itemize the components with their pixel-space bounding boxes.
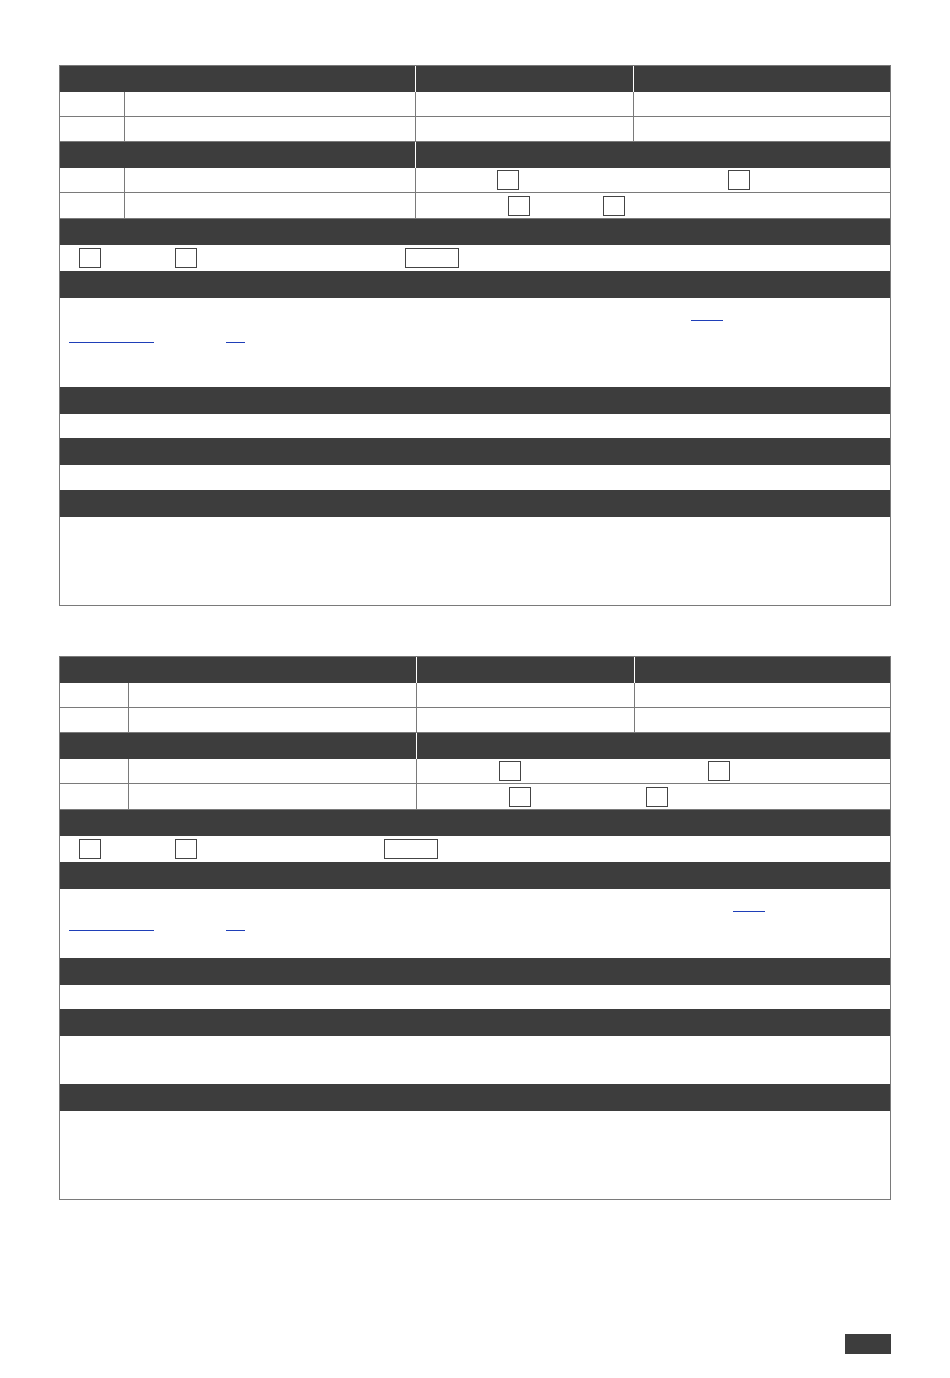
description-header: [60, 862, 890, 889]
section-a-row: [60, 985, 890, 1009]
description-text: [60, 889, 890, 958]
parameter-detail: [416, 168, 890, 192]
section-a-header-row: [60, 387, 890, 414]
parameter-code: [60, 168, 124, 192]
parameter-detail: [417, 759, 890, 783]
section-b-text: [60, 1036, 890, 1084]
parameter-detail: [416, 193, 890, 218]
header-cell-response: [635, 657, 890, 683]
parameter-row: [60, 193, 890, 219]
parameter-name: [129, 759, 416, 783]
checkbox[interactable]: [79, 839, 101, 859]
header-cell-command: [417, 657, 634, 683]
section-a-header: [60, 387, 890, 414]
description-header: [60, 271, 890, 298]
section-a-text: [60, 414, 890, 438]
section-c-row: [60, 517, 890, 605]
section-a-header-row: [60, 958, 890, 985]
function-name: [125, 117, 415, 141]
parameters-header-left: [60, 733, 416, 759]
parameter-code: [60, 193, 124, 218]
parameter-name: [129, 784, 416, 809]
section-a-text: [60, 985, 890, 1009]
section-b-row: [60, 465, 890, 490]
parameter-row: [60, 168, 890, 193]
parameter-code: [60, 759, 128, 783]
description-header-row: [60, 862, 890, 889]
checkbox[interactable]: [175, 248, 197, 268]
parameters-header-row: [60, 733, 890, 759]
section-b-text: [60, 465, 890, 490]
link[interactable]: [733, 911, 765, 912]
section-b-header-row: [60, 438, 890, 465]
link[interactable]: [226, 930, 245, 931]
function-row: [60, 683, 890, 708]
checkbox[interactable]: [79, 248, 101, 268]
description-header-row: [60, 271, 890, 298]
description-row: [60, 298, 890, 387]
function-command: [416, 92, 633, 116]
parameters-header-right: [416, 142, 890, 168]
checkbox[interactable]: [708, 761, 730, 781]
link[interactable]: [226, 342, 245, 343]
parameter-row: [60, 759, 890, 784]
parameter-code: [60, 784, 128, 809]
function-code: [60, 683, 128, 707]
function-row: [60, 92, 890, 117]
function-code: [60, 92, 124, 116]
options-header-row: [60, 810, 890, 836]
function-name: [129, 683, 416, 707]
section-c-text: [60, 1111, 890, 1199]
function-command: [417, 683, 634, 707]
link[interactable]: [69, 930, 154, 931]
function-name: [125, 92, 415, 116]
parameters-header-left: [60, 142, 415, 168]
section-c-text: [60, 517, 890, 605]
section-a-header: [60, 958, 890, 985]
checkbox[interactable]: [646, 787, 668, 807]
options-header: [60, 219, 890, 245]
checkbox[interactable]: [509, 787, 531, 807]
table-header-row: [60, 657, 890, 683]
options-header-row: [60, 219, 890, 245]
checkbox[interactable]: [175, 839, 197, 859]
button-field[interactable]: [405, 248, 459, 268]
function-row: [60, 708, 890, 733]
checkbox[interactable]: [508, 196, 530, 216]
description-text: [60, 298, 890, 387]
table-header-row: [60, 66, 890, 92]
section-c-header-row: [60, 490, 890, 517]
section-b-header: [60, 438, 890, 465]
parameter-name: [125, 193, 415, 218]
function-response: [635, 683, 890, 707]
function-command: [417, 708, 634, 732]
function-code: [60, 117, 124, 141]
function-row: [60, 117, 890, 142]
checkbox[interactable]: [728, 170, 750, 190]
options-header: [60, 810, 890, 836]
header-cell-function: [60, 66, 415, 92]
header-cell-function: [60, 657, 416, 683]
command-table-1: [59, 65, 891, 606]
function-response: [634, 92, 890, 116]
description-row: [60, 889, 890, 958]
section-c-header: [60, 490, 890, 517]
checkbox[interactable]: [499, 761, 521, 781]
header-cell-response: [634, 66, 890, 92]
parameters-header-row: [60, 142, 890, 168]
function-code: [60, 708, 128, 732]
function-name: [129, 708, 416, 732]
function-command: [416, 117, 633, 141]
section-a-row: [60, 414, 890, 438]
options-row: [60, 836, 890, 862]
page-number-badge: [845, 1334, 891, 1354]
link[interactable]: [691, 320, 723, 321]
parameter-name: [125, 168, 415, 192]
checkbox[interactable]: [603, 196, 625, 216]
section-b-header-row: [60, 1009, 890, 1036]
button-field[interactable]: [384, 839, 438, 859]
section-b-row: [60, 1036, 890, 1084]
checkbox[interactable]: [497, 170, 519, 190]
section-c-row: [60, 1111, 890, 1199]
link[interactable]: [69, 342, 154, 343]
section-b-header: [60, 1009, 890, 1036]
header-cell-command: [416, 66, 633, 92]
options-row: [60, 245, 890, 271]
section-c-header-row: [60, 1084, 890, 1111]
function-response: [634, 117, 890, 141]
section-c-header: [60, 1084, 890, 1111]
function-response: [635, 708, 890, 732]
parameter-row: [60, 784, 890, 810]
command-table-2: [59, 656, 891, 1200]
parameters-header-right: [417, 733, 890, 759]
